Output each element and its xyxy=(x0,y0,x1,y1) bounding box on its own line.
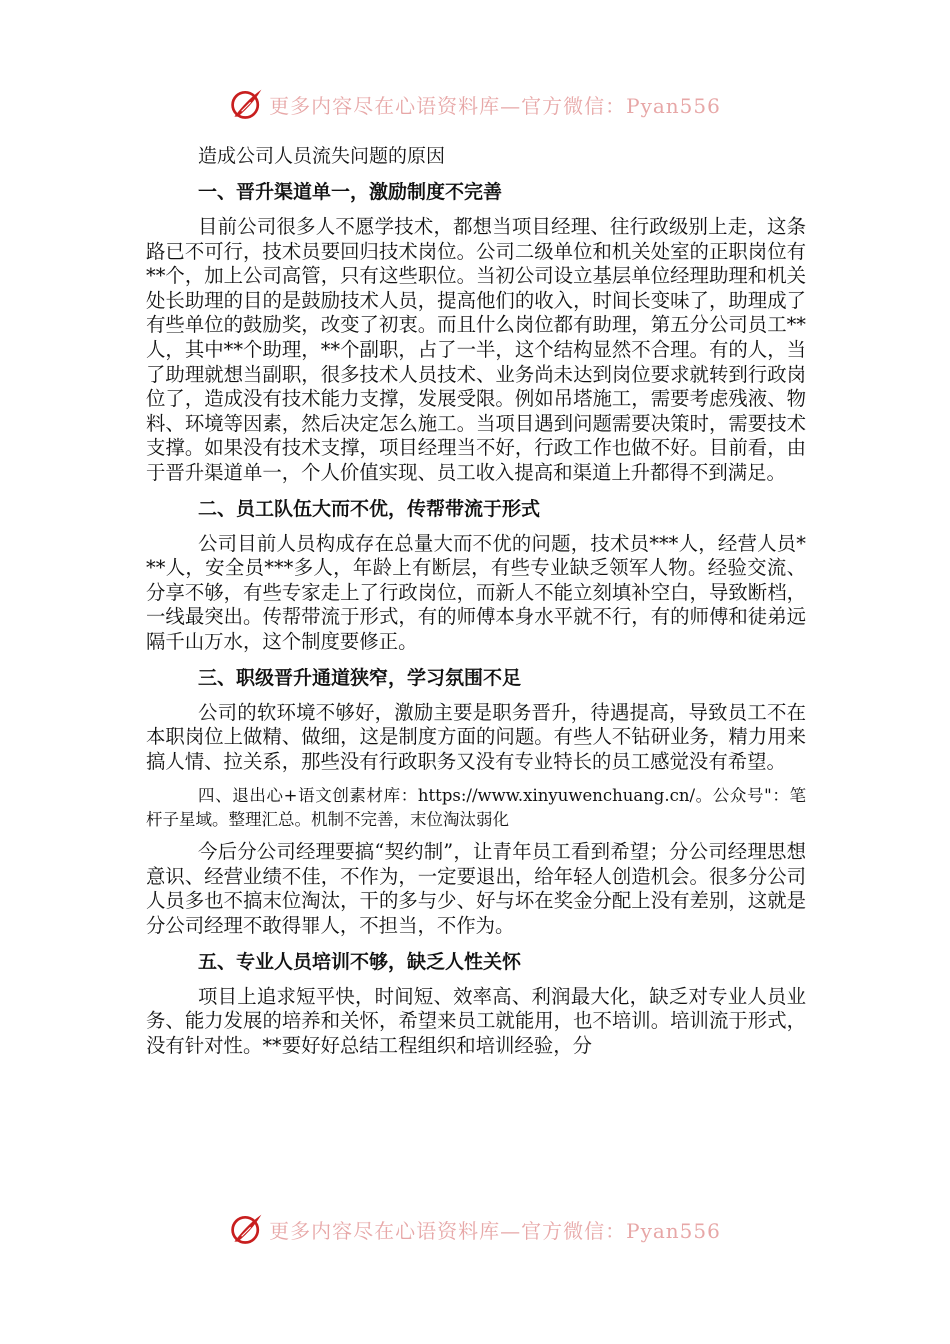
banner-text: 更多内容尽在心语资料库—官方微信：Pyan556 xyxy=(269,1218,721,1243)
section-heading: 二、员工队伍大而不优，传帮带流于形式 xyxy=(198,497,541,520)
document-title: 造成公司人员流失问题的原因 xyxy=(198,145,446,167)
section-heading: 三、职级晋升通道狭窄，学习氛围不足 xyxy=(198,666,522,689)
document-body xyxy=(146,143,806,1068)
section-paragraph: 目前公司很多人不愿学技术，都想当项目经理、往行政级别上走，这条路已不可行，技术员要回归技术岗位。公司二级单位和机关处室的正职岗位有**个，加上公司高管，只有这些职位。当初公司设立基层单位经理助理和机关处长助理的目的是鼓励技术人员，提高他们的收入，时间长变味了，助理成了有些单位的鼓励奖，改变了初衷。而且什么岗位都有助理，第五分公司员工**人，其中**个助理，**个副职，占了一半，这个结构显然不合理。有的人，当了助理就想当副职，很多技术人员技术、业务尚未达到岗位要求就转到行政岗位了，造成没有技术能力支撑，发展受限。例如吊塔施工，需要考虑残液、物料、环境等因素，然后决定怎么施工。当项目遇到问题需要决策时，需要技术支撑。如果没有技术支撑，项目经理当不好，行政工作也做不好。目前看，由于晋升渠道单一，个人价值实现、员工收入提高和渠道上升都得不到满足。 xyxy=(146,215,806,484)
section-paragraph: 今后分公司经理要搞“契约制”，让青年员工看到希望；分公司经理思想意识、经营业绩不佳，不作为，一定要退出，给年轻人创造机会。很多分公司人员多也不搞末位淘汰，干的多与少、好与坏在奖金分配上没有差别，这就是分公司经理不敢得罪人，不担当，不作为。 xyxy=(146,840,806,938)
footer-watermark-banner xyxy=(0,1209,950,1249)
quill-logo-icon xyxy=(229,86,265,122)
quill-logo-icon xyxy=(229,1211,265,1247)
section-paragraph: 公司目前人员构成存在总量大而不优的问题，技术员***人，经营人员***人，安全员***多人，年龄上有断层，有些专业缺乏领军人物。经验交流、分享不够，有些专家走上了行政岗位，而新人不能立刻填补空白，导致断档，一线最突出。传帮带流于形式，有的师傅本身水平就不行，有的师傅和徒弟远隔千山万水，这个制度要修正。 xyxy=(146,531,806,653)
section-paragraph: 项目上追求短平快，时间短、效率高、利润最大化，缺乏对专业人员业务、能力发展的培养和关怀，希望来员工就能用，也不培训。培训流于形式，没有针对性。**要好好总结工程组织和培训经验，分 xyxy=(146,984,806,1057)
section-heading: 五、专业人员培训不够，缺乏人性关怀 xyxy=(198,950,522,973)
header-watermark-banner xyxy=(0,84,950,124)
section-heading: 一、晋升渠道单一，激励制度不完善 xyxy=(198,181,503,203)
section-heading-inline-note: 四、退出心+语文创素材库：https://www.xinyuwenchuang.cn/。公众号"：笔杆子星域。整理汇总。机制不完善，末位淘汰弱化 xyxy=(146,786,806,830)
section-paragraph: 公司的软环境不够好，激励主要是职务晋升，待遇提高，导致员工不在本职岗位上做精、做细，这是制度方面的问题。有些人不钻研业务，精力用来搞人情、拉关系，那些没有行政职务又没有专业特长的员工感觉没有希望。 xyxy=(146,700,806,773)
banner-text: 更多内容尽在心语资料库—官方微信：Pyan556 xyxy=(269,93,721,118)
